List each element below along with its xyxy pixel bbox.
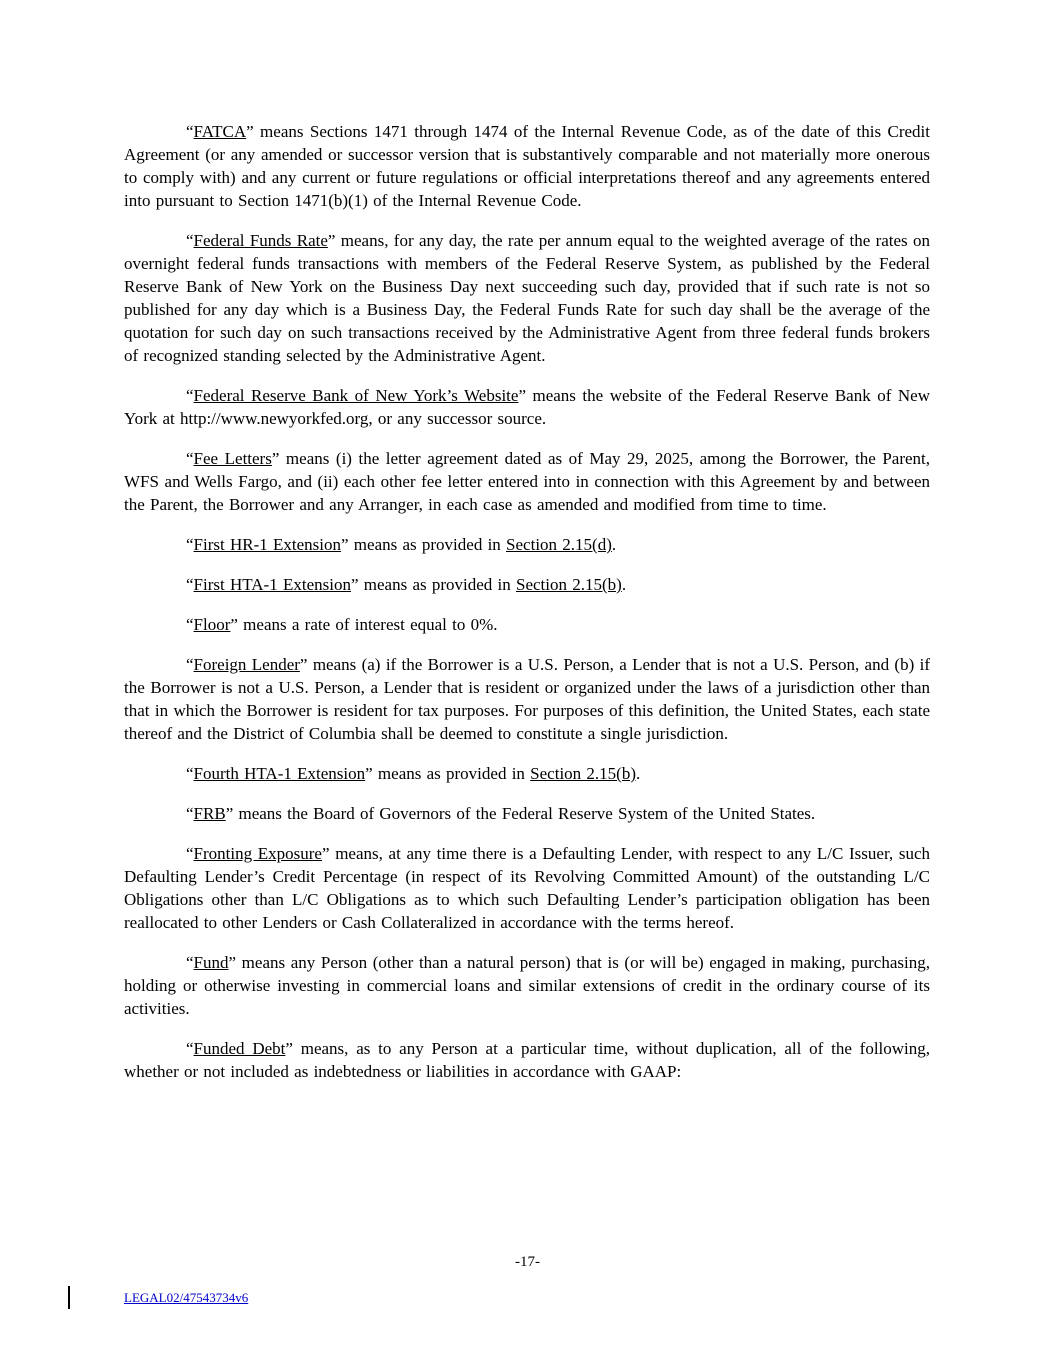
underlined-term: Fronting Exposure — [193, 844, 322, 863]
text-run: “ — [186, 386, 194, 405]
text-run: “ — [186, 122, 194, 141]
text-run: “ — [186, 575, 194, 594]
paragraph — [124, 762, 930, 785]
underlined-term: Fund — [193, 953, 229, 972]
underlined-term: Federal Funds Rate — [193, 231, 328, 250]
paragraph — [124, 951, 930, 1020]
text-run: ” means the website of the Federal Reserve Bank of New York at http://www.newyorkfed.org, or any successor source. — [124, 386, 930, 428]
underlined-term: Floor — [193, 615, 231, 634]
text-run: ” means, for any day, the rate per annum equal to the weighted average of the rates on overnight federal funds transactions with members of the Federal Reserve System, as published by the Federal Reserve Bank of New York on the Business Day next succeeding such day, provided that if such rate is not so published for any day which is a Business Day, the Federal Funds Rate for such day shall be the average of the quotation for such day on such transactions received by the Administrative Agent from three federal funds brokers of recognized standing selected by the Administrative Agent. — [124, 231, 930, 365]
text-run: “ — [186, 655, 194, 674]
underlined-term: Federal Reserve Bank of New York’s Website — [193, 386, 519, 405]
paragraph — [124, 120, 930, 212]
paragraph — [124, 447, 930, 516]
text-run: ” means as provided in — [341, 535, 507, 554]
underlined-term: First HR-1 Extension — [193, 535, 341, 554]
text-run: . — [621, 575, 627, 594]
text-run: . — [611, 535, 617, 554]
underlined-term: Fee Letters — [193, 449, 272, 468]
text-run: ” means, at any time there is a Defaulting Lender, with respect to any L/C Issuer, such Defaulting Lender’s Credit Percentage (in respect of its Revolving Committed Amount) of the outstanding L/C Obligations other than L/C Obligations as to which such Defaulting Lender’s participation obligation has been reallocated to other Lenders or Cash Collateralized in accordance with the terms hereof. — [124, 844, 930, 932]
text-run: “ — [186, 953, 194, 972]
paragraph — [124, 533, 930, 556]
text-run: ” means a rate of interest equal to 0%. — [230, 615, 498, 634]
text-run: ” means as provided in — [350, 575, 517, 594]
text-run: ” means Sections 1471 through 1474 of the Internal Revenue Code, as of the date of this Credit Agreement (or any amended or successor version that is substantively comparable and not materially more onerous to comply with) and any current or future regulations or official interpretations thereof and any agreements entered into pursuant to Section 1471(b)(1) of the Internal Revenue Code. — [124, 122, 930, 210]
underlined-term: Section 2.15(d) — [506, 535, 612, 554]
text-run: “ — [186, 1039, 194, 1058]
underlined-term: Fourth HTA-1 Extension — [193, 764, 366, 783]
document-body — [124, 120, 930, 1083]
underlined-term: Section 2.15(b) — [530, 764, 636, 783]
text-run: “ — [186, 844, 194, 863]
paragraph — [124, 573, 930, 596]
paragraph — [124, 1037, 930, 1083]
paragraph — [124, 842, 930, 934]
text-run: . — [636, 764, 641, 783]
paragraph — [124, 802, 930, 825]
text-run: ” means (i) the letter agreement dated as of May 29, 2025, among the Borrower, the Parent, WFS and Wells Fargo, and (ii) each other fee letter entered into in connection with this Agreement by and between the Parent, the Borrower and any Arranger, in each case as amended and modified from time to time. — [124, 449, 931, 514]
text-run: “ — [186, 764, 194, 783]
text-run: ” means the Board of Governors of the Federal Reserve System of the United States. — [225, 804, 816, 823]
text-run: ” means (a) if the Borrower is a U.S. Person, a Lender that is not a U.S. Person, and (b) if the Borrower is not a U.S. Person, a Lender that is resident or organized under the laws of a jurisdiction other than that in which the Borrower is resident for tax purposes. For purposes of this definition, the United States, each state thereof and the District of Columbia shall be deemed to constitute a single jurisdiction. — [124, 655, 930, 743]
text-run: ” means any Person (other than a natural person) that is (or will be) engaged in making, purchasing, holding or otherwise investing in commercial loans and similar extensions of credit in the ordinary course of its activities. — [124, 953, 930, 1018]
underlined-term: Funded Debt — [193, 1039, 286, 1058]
underlined-term: FATCA — [193, 122, 247, 141]
underlined-term: First HTA-1 Extension — [193, 575, 351, 594]
paragraph — [124, 653, 930, 745]
underlined-term: Section 2.15(b) — [516, 575, 622, 594]
underlined-term: FRB — [193, 804, 226, 823]
underlined-term: Foreign Lender — [193, 655, 300, 674]
text-run: “ — [186, 449, 194, 468]
revision-change-bar — [68, 1286, 70, 1309]
text-run: “ — [186, 231, 194, 250]
text-run: “ — [186, 615, 194, 634]
paragraph — [124, 613, 930, 636]
paragraph — [124, 229, 930, 367]
footer-document-stamp: LEGAL02/47543734v6 — [124, 1290, 249, 1305]
text-run: “ — [186, 804, 194, 823]
page-number: -17- — [515, 1254, 540, 1270]
text-run: ” means, as to any Person at a particular time, without duplication, all of the following, whether or not included as indebtedness or liabilities in accordance with GAAP: — [124, 1039, 931, 1081]
text-run: ” means as provided in — [365, 764, 531, 783]
paragraph — [124, 384, 930, 430]
text-run: “ — [186, 535, 194, 554]
